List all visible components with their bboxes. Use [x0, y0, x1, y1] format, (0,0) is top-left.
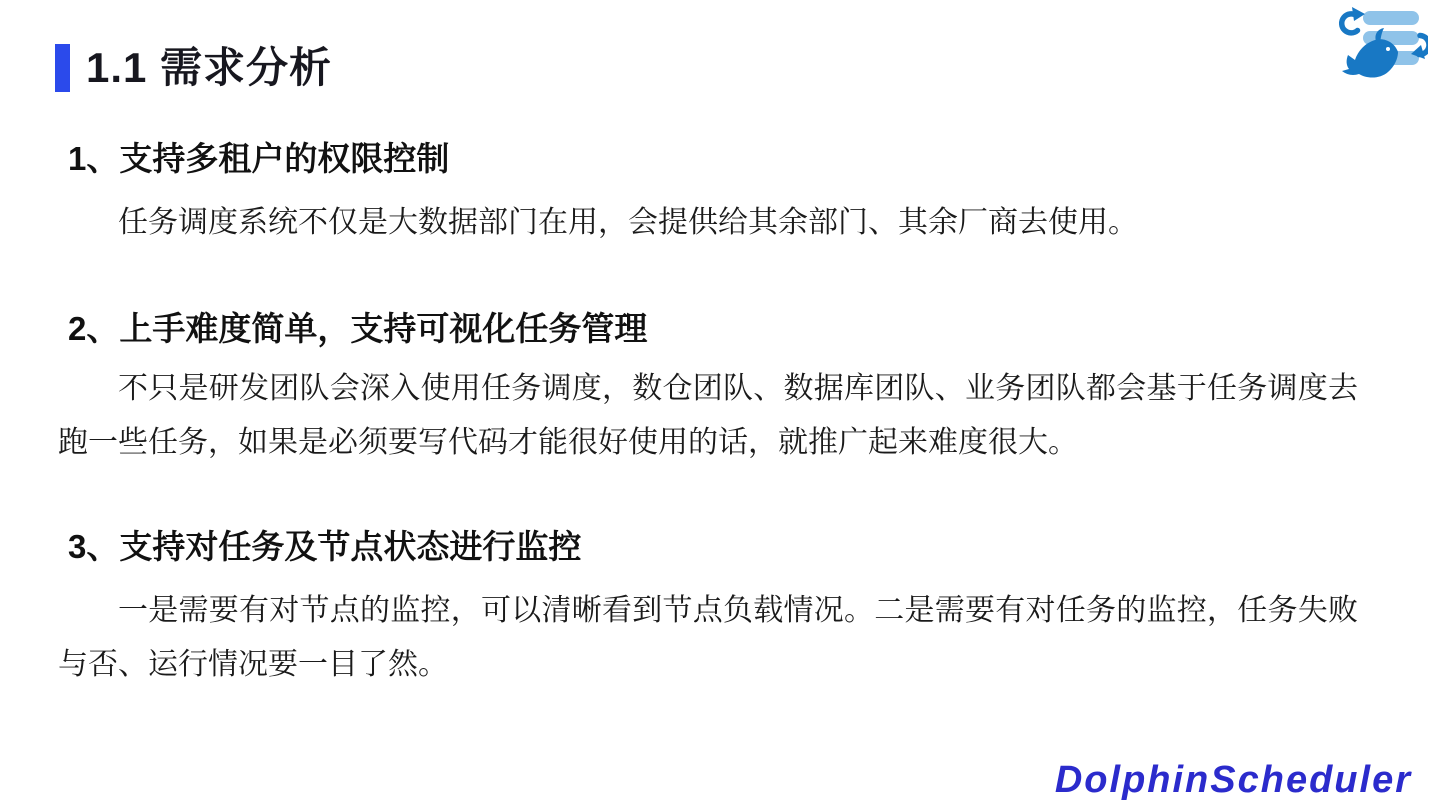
- section-1-heading: 1、支持多租户的权限控制: [68, 140, 450, 177]
- title-accent-bar: [55, 44, 70, 92]
- dolphin-database-icon: [1336, 4, 1428, 80]
- section-2-heading: 2、上手难度简单，支持可视化任务管理: [68, 310, 648, 347]
- refresh-arrow-left-head: [1352, 7, 1365, 21]
- section-2-body: 不只是研发团队会深入使用任务调度，数仓团队、数据库团队、业务团队都会基于任务调度去跑一些任务，如果是必须要写代码才能很好使用的话，就推广起来难度很大。: [58, 372, 1358, 459]
- title-row: [55, 44, 332, 92]
- section-1-body: 任务调度系统不仅是大数据部门在用，会提供给其余部门、其余厂商去使用。: [118, 206, 1138, 239]
- dolphin-eye: [1386, 47, 1390, 51]
- section-3-heading: 3、支持对任务及节点状态进行监控: [68, 528, 582, 565]
- dolphin-icon: [1342, 39, 1398, 77]
- section-3-body: 一是需要有对节点的监控，可以清晰看到节点负载情况。二是需要有对任务的监控，任务失败与否、运行情况要一目了然。: [58, 594, 1358, 681]
- dolphinscheduler-logo: [1336, 4, 1428, 80]
- dolphinscheduler-wordmark: DolphinScheduler: [1054, 759, 1412, 801]
- db-bar-top: [1363, 11, 1419, 25]
- page-title: 1.1 需求分析: [86, 44, 333, 91]
